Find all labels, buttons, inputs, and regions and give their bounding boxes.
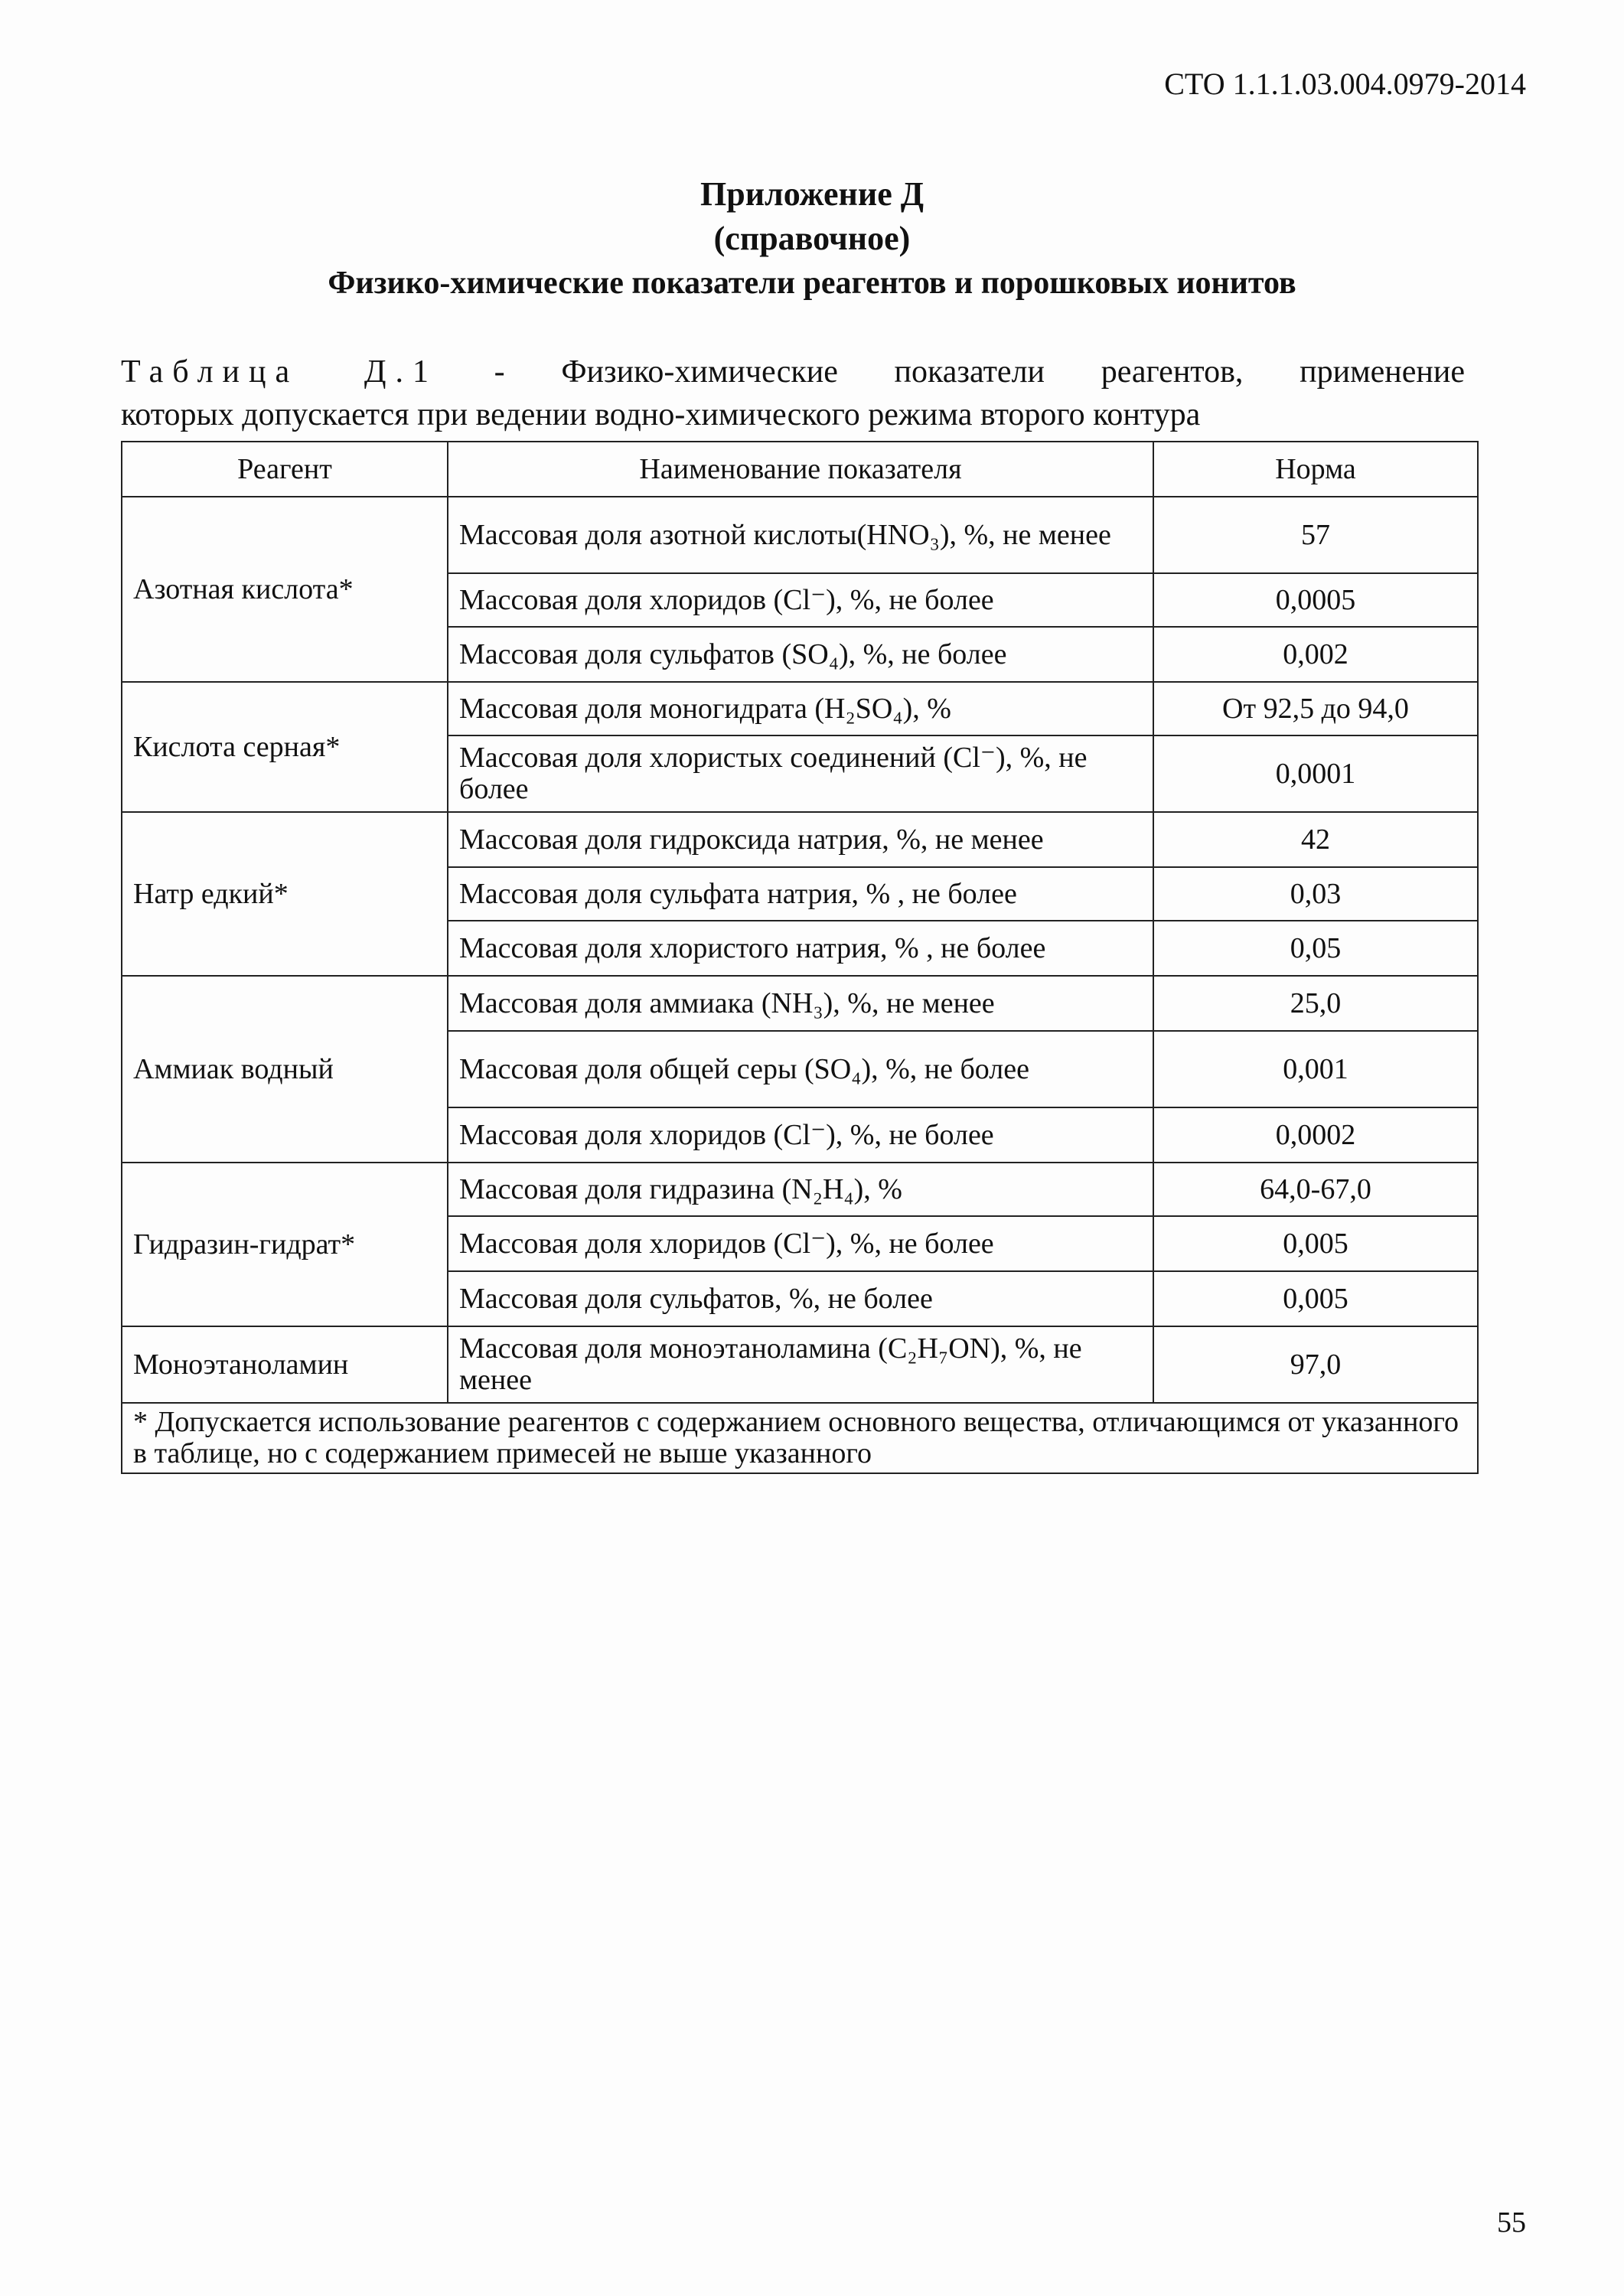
norm-cell: 0,002 [1153,627,1478,682]
parameter-cell: Массовая доля аммиака (NH₃), %, не менее [448,976,1153,1031]
parameter-cell: Массовая доля моногидрата (H₂SO₄), % [448,682,1153,735]
norm-cell: 57 [1153,497,1478,573]
parameter-cell: Массовая доля гидроксида натрия, %, не менее [448,812,1153,867]
parameter-cell: Массовая доля азотной кислоты(HNO₃), %, не менее [448,497,1153,573]
table-label: Таблица Д.1 [121,354,438,390]
norm-cell: 0,005 [1153,1271,1478,1326]
appendix-title: Приложение Д [700,175,924,213]
table-caption [121,351,1465,436]
norm-cell: 0,0005 [1153,573,1478,627]
norm-cell: 97,0 [1153,1326,1478,1403]
document-code: СТО 1.1.1.03.004.0979-2014 [1164,67,1526,101]
table-row [122,976,1478,1031]
table-row [122,682,1478,735]
footnote-row [122,1403,1478,1473]
table-caption-line1: - Физико-химические показатели реагентов, применение [437,354,1466,390]
appendix-heading [0,172,1624,305]
header-norm: Норма [1153,442,1478,497]
parameter-cell: Массовая доля хлористых соединений (Cl⁻), %, не более [448,735,1153,812]
header-parameter: Наименование показателя [448,442,1153,497]
norm-cell: 0,0002 [1153,1107,1478,1163]
reagent-cell: Гидразин-гидрат* [122,1163,448,1326]
appendix-subtitle: (справочное) [713,220,911,257]
parameter-cell: Массовая доля хлоридов (Cl⁻), %, не более [448,1216,1153,1271]
parameter-cell: Массовая доля хлоридов (Cl⁻), %, не более [448,573,1153,627]
norm-cell: 64,0-67,0 [1153,1163,1478,1216]
table-row [122,1163,1478,1216]
parameter-cell: Массовая доля хлористого натрия, % , не более [448,921,1153,976]
reagent-cell: Аммиак водный [122,976,448,1163]
table-header-row [122,442,1478,497]
header-reagent: Реагент [122,442,448,497]
reagent-cell: Моноэтаноламин [122,1326,448,1403]
page-number: 55 [1497,2206,1526,2239]
norm-cell: 0,05 [1153,921,1478,976]
table-row [122,812,1478,867]
norm-cell: 42 [1153,812,1478,867]
reagent-cell: Кислота серная* [122,682,448,812]
parameter-cell: Массовая доля сульфата натрия, % , не более [448,867,1153,921]
parameter-cell: Массовая доля хлоридов (Cl⁻), %, не более [448,1107,1153,1163]
parameter-cell: Массовая доля моноэтаноламина (C₂H₇ON), %, не менее [448,1326,1153,1403]
parameter-cell: Массовая доля сульфатов (SO₄), %, не более [448,627,1153,682]
table-row [122,1326,1478,1403]
reagents-table [121,441,1479,1474]
table-row [122,497,1478,573]
norm-cell: 0,001 [1153,1031,1478,1107]
table-footnote: * Допускается использование реагентов с содержанием основного вещества, отличающимся от указанного в таблице, но с содержанием примесей не выше указанного [122,1403,1478,1473]
reagent-cell: Натр едкий* [122,812,448,976]
norm-cell: 0,005 [1153,1216,1478,1271]
reagent-cell: Азотная кислота* [122,497,448,682]
table-caption-line2: которых допускается при ведении водно-химического режима второго контура [121,397,1201,432]
parameter-cell: Массовая доля гидразина (N₂H₄), % [448,1163,1153,1216]
norm-cell: 25,0 [1153,976,1478,1031]
parameter-cell: Массовая доля сульфатов, %, не более [448,1271,1153,1326]
norm-cell: От 92,5 до 94,0 [1153,682,1478,735]
norm-cell: 0,03 [1153,867,1478,921]
norm-cell: 0,0001 [1153,735,1478,812]
parameter-cell: Массовая доля общей серы (SO₄), %, не более [448,1031,1153,1107]
appendix-heading-text: Физико-химические показатели реагентов и порошковых ионитов [328,266,1296,301]
